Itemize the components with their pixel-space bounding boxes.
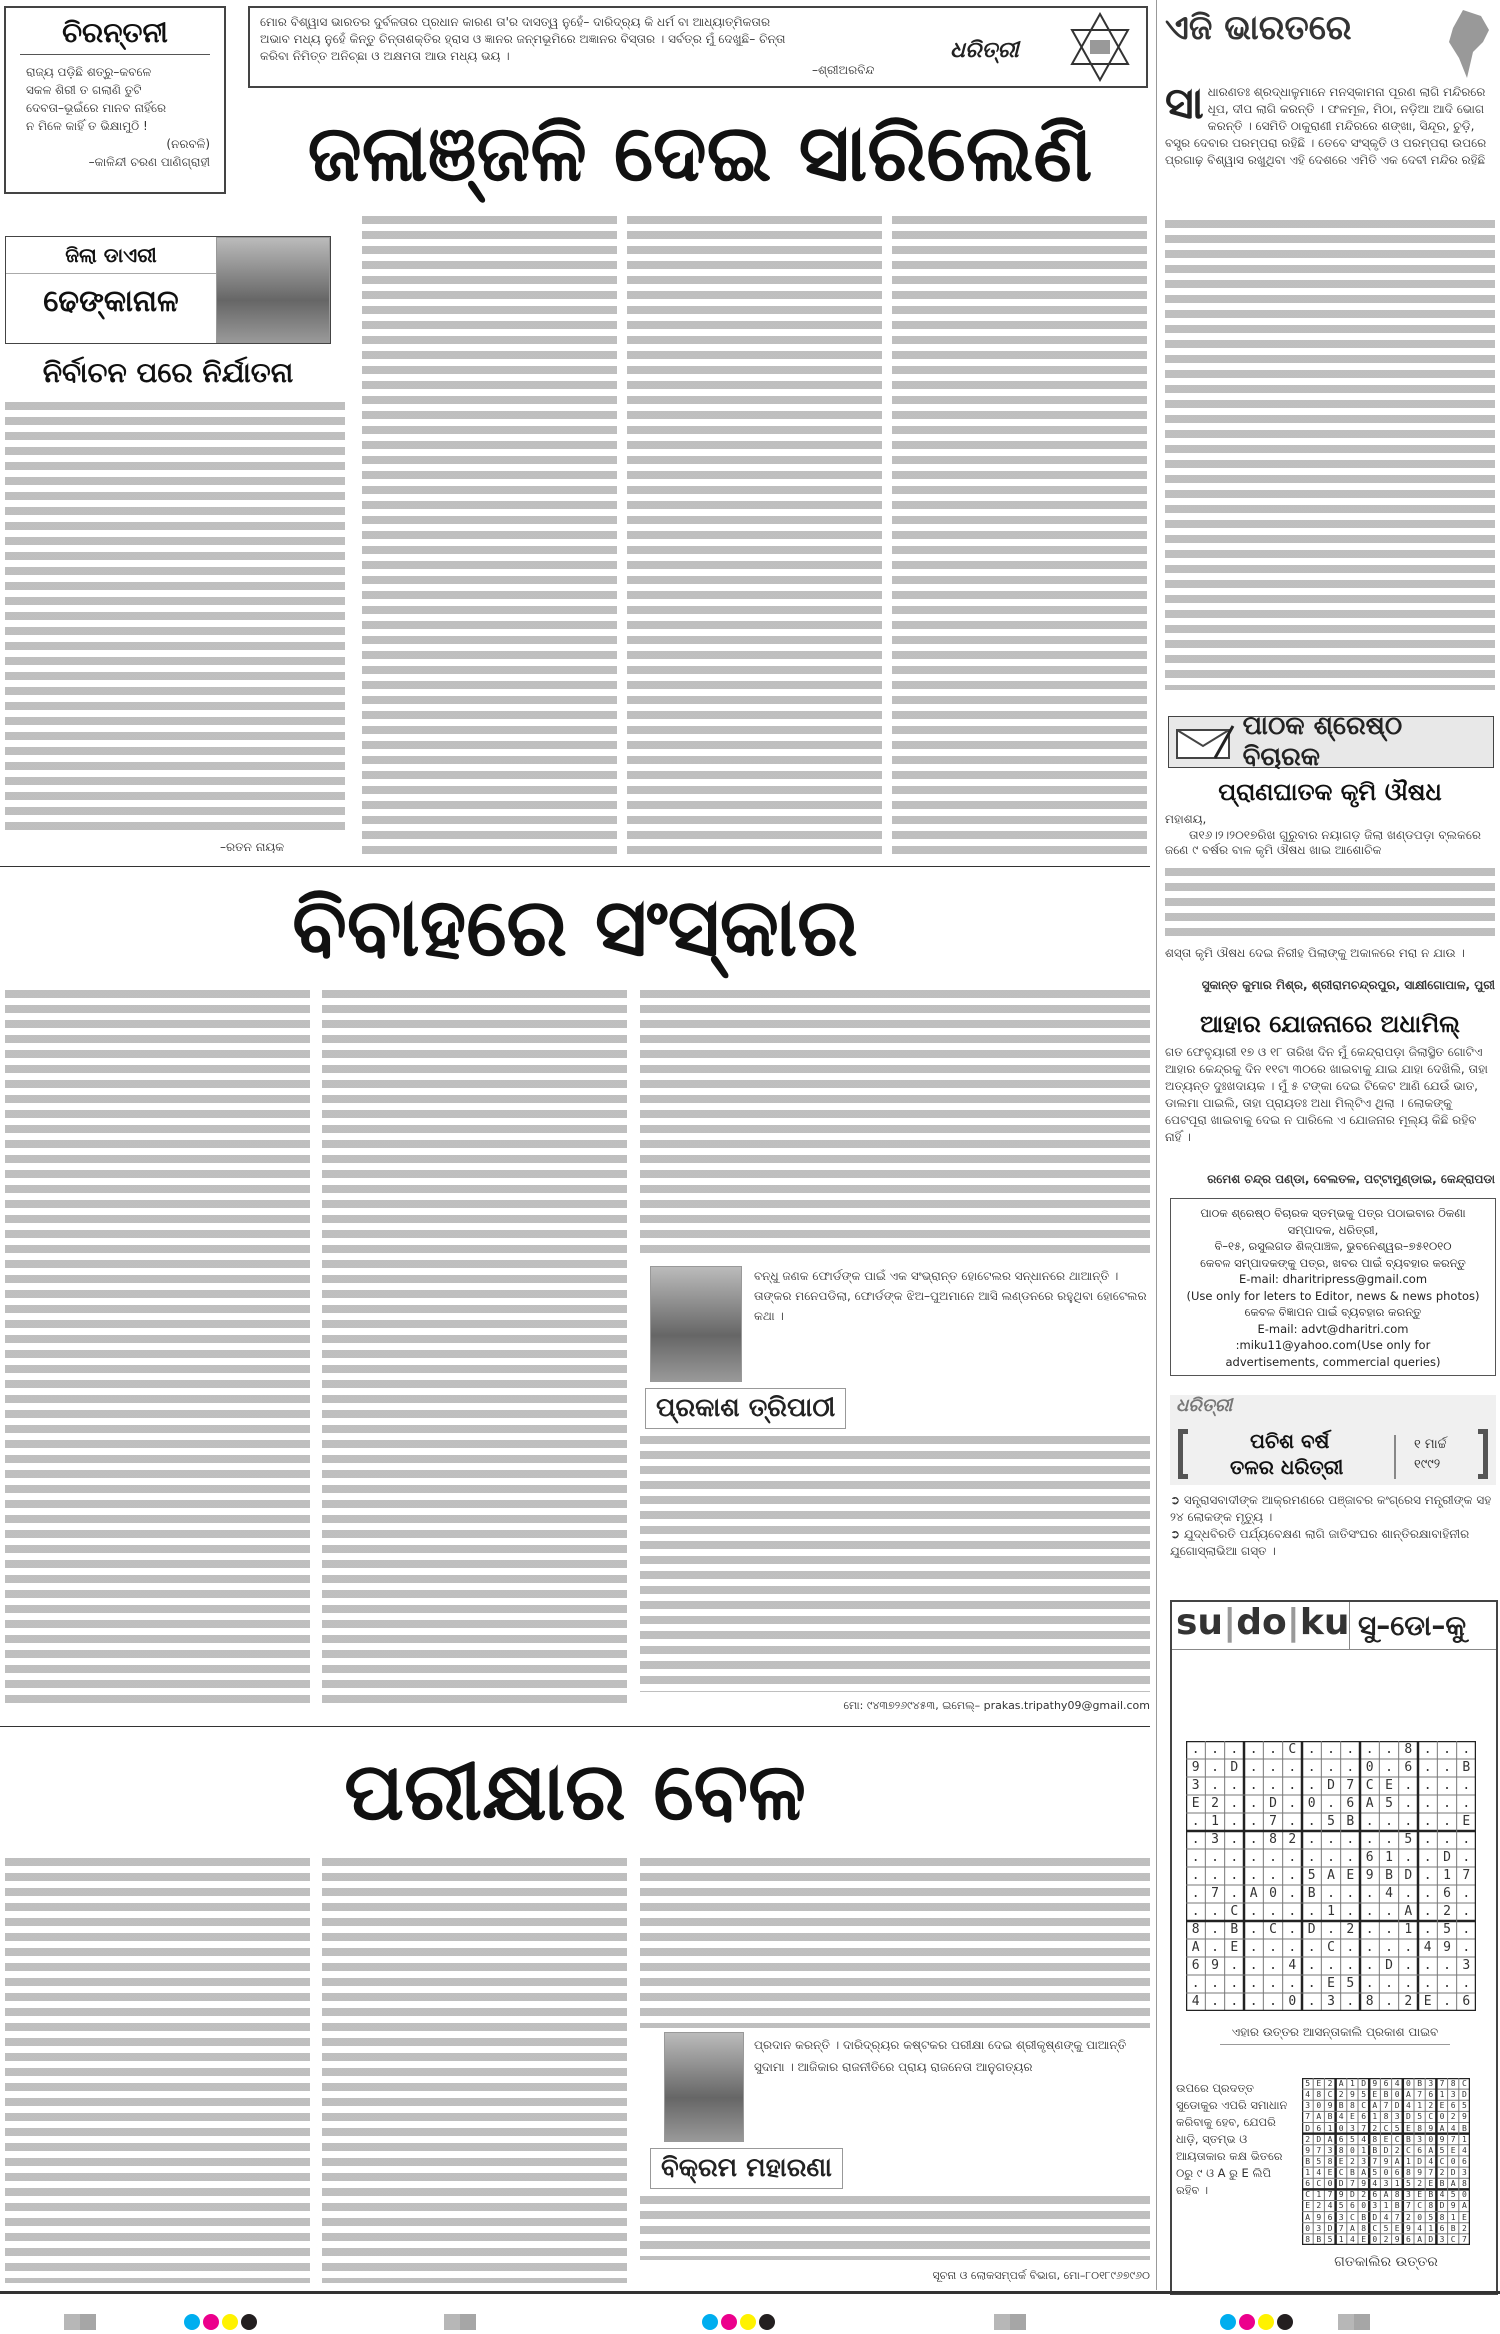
- quote-author: –ଶ୍ରୀଅରବିନ୍ଦ: [812, 63, 875, 77]
- cyan-swatch: [1220, 2314, 1236, 2330]
- marriage-body-col2: [322, 990, 627, 1710]
- registration-mark: [994, 2314, 1026, 2330]
- envelope-pen-icon: [1175, 724, 1235, 760]
- letter-lead: ତା୧୬।୨।୨୦୧୭ରିଖ ଗୁରୁବାର ନୟାଗଡ଼ ଜିଲା ଖଣ୍ଡପଡ଼ା ବ୍ଲକରେ ଜଣେ ୯ ବର୍ଷର ବାଳ କୃମି ଔଷଧ ଖାଇ ଆଶୋଚିକ: [1165, 828, 1481, 857]
- letter-lead: ଗତ ଫେବୃୟାରୀ ୧୭ ଓ ୧୮ ତାରିଖ ଦିନ ମୁଁ କେନ୍ଦ୍ରାପଡ଼ା ଜିଲାସ୍ଥିତ ଗୋଟିଏ ଆହାର କେନ୍ଦ୍ରକୁ ଦିନ ୧୧ଟା ୩୦ରେ ଖାଇବାକୁ ଯାଇ ଯାହା ଦେଖିଲି, ତାହା ଅତ୍ୟନ୍ତ ଦୁଃଖଦାୟକ । ମୁଁ ୫ ଟଙ୍କା ଦେଇ ଟିକେଟ ଆଣି ଯେଉଁ ଭାତ, ଡାଲମା ପାଇଲି, ତାହା ପ୍ରାୟତଃ ଅଧା ମିଲ୍‌ଟିଏ ଥିଲା । ଲୋକଙ୍କୁ ପେଟପୂରା ଖାଇବାକୁ ଦେଇ ନ ପାରିଲେ ଏ ଯୋଜନାର ମୂଲ୍ୟ କିଛି ରହିବ ନାହିଁ ।: [1165, 1045, 1488, 1144]
- sudoku-row: 8B514E0296AD3C7: [1305, 2234, 1474, 2244]
- district-diary-label: ଜିଲା ଡାଏରୀ: [6, 237, 216, 274]
- sudoku-solution-grid: [1302, 2078, 1474, 2245]
- quote-text: ମୋର ବିଶ୍ୱାସ ଭାରତର ଦୁର୍ବଳତାର ପ୍ରଧାନ କାରଣ ତା'ର ଦାସତ୍ୱ ନୁହେଁ– ଦାରିଦ୍ର୍ୟ କି ଧର୍ମ ବା ଆଧ୍ୟାତ୍ମିକତାର ଅଭାବ ମଧ୍ୟ ନୁହେଁ କିନ୍ତୁ ଚିନ୍ତାଶକ୍ତିର ହ୍ରାସ ଓ ଜ୍ଞାନର ଜନ୍ମଭୂମିରେ ଅଜ୍ଞାନର ବିସ୍ତାର । ସର୍ବତ୍ର ମୁଁ ଦେଖୁଛି– ଚିନ୍ତା କରିବା ନିମିତ୍ତ ଅନିଚ୍ଛା ଓ ଅକ୍ଷମତା ଆଉ ମଧ୍ୟ ଭୟ ।: [260, 15, 786, 63]
- sudoku-title-or: ସୁ–ଡୋ–କୁ: [1358, 1609, 1467, 1642]
- editor-email-link[interactable]: E-mail: dharitripress@gmail.com: [1238, 1272, 1428, 1286]
- sudoku-row: 309B8CA7D412E65: [1305, 2101, 1474, 2111]
- sudoku-row[interactable]: E2..D.0.6A5....: [1191, 1796, 1482, 1811]
- sudoku-row: 5E2A1D9640B378C: [1305, 2079, 1474, 2088]
- district-body: [5, 402, 345, 834]
- magenta-swatch: [1239, 2314, 1255, 2330]
- sudoku-row[interactable]: .........61..D.: [1191, 1850, 1482, 1865]
- yellow-swatch: [740, 2314, 756, 2330]
- sudoku-row[interactable]: 9.D......0.6..B: [1191, 1760, 1482, 1775]
- letter-author: ସୁକାନ୍ତ କୁମାର ମିଶ୍ର, ଶ୍ରୀରାମଚନ୍ଦ୍ରପୁର, ସାକ୍ଷୀଗୋପାଳ, ପୁରୀ: [1201, 978, 1495, 992]
- marriage-excerpt: ବନ୍ଧୁ ଜଣକ ଫୋର୍ଡଙ୍କ ପାଇଁ ଏକ ସଂଭ୍ରାନ୍ତ ହୋଟେଲର ସନ୍ଧାନରେ ଥାଆନ୍ତି । ତାଙ୍କର ମନେପଡିଲା, ଫୋର୍ଡଙ୍କ ଝିଅ–ପୁଅମାନେ ଆସି ଲଣ୍ଡନରେ ରହୁଥିବା ହୋଟେଲର କଥା ।: [754, 1266, 1150, 1326]
- poem-author: –କାଳିନ୍ଦୀ ଚରଣ ପାଣିଗ୍ରାହୀ: [88, 155, 210, 169]
- registration-mark: [444, 2314, 476, 2330]
- sudoku-row: 03D7A8C5E9416B2: [1305, 2223, 1474, 2233]
- registration-mark: [64, 2314, 96, 2330]
- district-author: –ରତନ ନାୟକ: [220, 840, 285, 854]
- sudoku-title-en: su|do|ku: [1172, 1602, 1350, 1649]
- yellow-swatch: [222, 2314, 238, 2330]
- sudoku-row: C179D26A83EB450: [1305, 2190, 1474, 2200]
- registration-mark: [1338, 2314, 1370, 2330]
- column-divider: [1156, 0, 1157, 2290]
- poem-source: (ନରବଳି): [166, 137, 210, 151]
- sudoku-row: E2456031B7C8D9A: [1305, 2201, 1474, 2211]
- magenta-swatch: [721, 2314, 737, 2330]
- flashback-list: [1170, 1492, 1496, 1560]
- sudoku-row: 973801BD2C6A5E4: [1305, 2145, 1474, 2155]
- poem-line: ରାଜ୍ୟ ପଡ଼ିଛି ଶତ୍ରୁ–କବଳେ: [26, 65, 152, 79]
- editorial-body-col2: [627, 216, 882, 856]
- flashback-item: ➲ ଯୁଦ୍ଧବିରତି ପର୍ଯ୍ୟବେକ୍ଷଣ ଲାଗି ଜାତିସଂଘର ଶାନ୍ତିରକ୍ଷାବାହିନୀର ଯୁଗୋସ୍ଲାଭିଆ ଗସ୍ତ ।: [1170, 1527, 1470, 1558]
- temple-photo: [216, 237, 330, 343]
- sudoku-row[interactable]: .......E5......: [1191, 1976, 1482, 1991]
- author-contact: ସୂଚନା ଓ ଲୋକସମ୍ପର୍କ ବିଭାଗ, ମୋ–୮୦୧୮୯୬୭୯୬୦: [932, 2269, 1150, 2282]
- section-divider: [0, 866, 1150, 867]
- sudoku-row[interactable]: 69...4....D...3: [1191, 1958, 1482, 1973]
- sudoku-row[interactable]: ..C....1...A.2.: [1191, 1904, 1482, 1919]
- district-diary-box: [5, 236, 331, 344]
- exam-body-col3b: [640, 2196, 1150, 2260]
- poem-line: ସକଳ ଶିରୀ ତ ଗଲାଣି ତୁଟି: [26, 83, 142, 97]
- cyan-swatch: [184, 2314, 200, 2330]
- marriage-headline: ବିବାହରେ ସଂସ୍କାର: [292, 881, 858, 974]
- sudoku-row: D610372C5E89A4B: [1305, 2123, 1474, 2133]
- exam-body-col3: [640, 1858, 1150, 2028]
- sudoku-row: 48C295EB0A7613D: [1305, 2090, 1474, 2100]
- advt-email-link[interactable]: E-mail: advt@dharitri.com: [1257, 1321, 1409, 1336]
- cyan-swatch: [702, 2314, 718, 2330]
- editorial-body-col1: [362, 216, 617, 856]
- letter-author: ରମେଶ ଚନ୍ଦ୍ର ପଣ୍ଡା, ବେଲତଳ, ପଟ୍ଟାମୁଣ୍ଡାଇ, କେନ୍ଦ୍ରାପଡା: [1207, 1172, 1495, 1186]
- quote-box: [248, 6, 1148, 88]
- flashback-logo: ଧରିତ୍ରୀ: [1176, 1395, 1233, 1416]
- sudoku-row[interactable]: ......5AE9BD.17: [1191, 1868, 1482, 1883]
- exam-body-col2: [322, 1858, 627, 2283]
- letters-header: ପାଠକ ଶ୍ରେଷ୍ଠ ବିଚାରକ: [1168, 716, 1494, 768]
- sudoku-row: A963CBD4720581E: [1305, 2212, 1474, 2222]
- sudoku-row[interactable]: .3..82.....5...: [1191, 1832, 1482, 1847]
- letter-tail: ଶସ୍ତା କୃମି ଔଷଧ ଦେଇ ନିରୀହ ପିଲାଙ୍କୁ ଅକାଳରେ ମରା ନ ଯାଉ ।: [1165, 946, 1465, 960]
- sudoku-instructions: ଉପରେ ପ୍ରଦତ୍ତ ସୁଡୋକୁର ଏପରି ସମାଧାନ କରିବାକୁ ହେବ, ଯେପରି ଧାଡ଼ି, ସ୍ତମ୍ଭ ଓ ଆୟତାକାର କକ୍ଷ ଭିତରେ ୦ରୁ ୯ ଓ A ରୁ E ଲିପି ରହିବ ।: [1176, 2081, 1288, 2197]
- address-box: ପାଠକ ଶ୍ରେଷ୍ଠ ବିଚାରକ ସ୍ତମ୍ଭକୁ ପତ୍ର ପଠାଇବାର ଠିକଣା ସମ୍ପାଦକ, ଧରିତ୍ରୀ, ବି–୧୫, ରସୁଲଗଡ ଶିଳ୍ପାଞ୍ଚଳ, ଭୁବନେଶ୍ୱର–୭୫୧୦୧୦ କେବଳ ସମ୍ପାଦକଙ୍କୁ ପତ୍ର, ଖବର ପାଇଁ ବ୍ୟବହାର କରନ୍ତୁ E-mail: dharitripress@gmail.com (Use only for leters to Editor, news & news photos) କେବଳ ବିଜ୍ଞାପନ ପାଇଁ ବ୍ୟବହାର କରନ୍ତୁ E-mail: advt@dharitri.com :miku11@yahoo.com(Use only for advertisements, commercial queries): [1170, 1198, 1496, 1376]
- sudoku-puzzle-grid[interactable]: [1186, 1741, 1482, 2011]
- masthead-logo: ଧରିତ୍ରୀ: [950, 38, 1019, 63]
- ajira-bharat-body: [1165, 220, 1495, 690]
- exam-excerpt: ପ୍ରଦାନ କରନ୍ତି । ଦାରିଦ୍ର୍ୟର କଷ୍ଟକର ପରୀକ୍ଷା ଦେଇ ଶ୍ରୀକୃଷ୍ଣଙ୍କୁ ପାଆନ୍ତି ସୁଦାମା । ଆଜିକାର ରାଜନୀତିରେ ପ୍ରାୟ ରାଜନେତା ଆନୁଗତ୍ୟର: [754, 2038, 1127, 2074]
- drop-cap: ସା: [1165, 78, 1204, 129]
- sudoku-row: 6C0D7943152EBA8: [1305, 2179, 1474, 2189]
- sudoku-row[interactable]: A.E....C....49.: [1191, 1940, 1482, 1955]
- author-name: ବିକ୍ରମ ମହାରଣା: [650, 2148, 843, 2189]
- chirantani-title: ଚିରନ୍ତନୀ: [20, 16, 210, 55]
- black-swatch: [1277, 2314, 1293, 2330]
- sudoku-row[interactable]: 8.B.C.D.2..1.5.: [1191, 1922, 1482, 1937]
- editorial-body-col3: [892, 216, 1147, 856]
- ajira-bharat-logo: ଏଜି ଭାରତରେ: [1165, 8, 1495, 78]
- letter-salutation: ମହାଶୟ,: [1165, 812, 1207, 826]
- sudoku-row[interactable]: 3......D7CE....: [1191, 1778, 1482, 1793]
- sudoku-row: 2DA6548ECB30971: [1305, 2134, 1474, 2144]
- sudoku-row[interactable]: 4....0.3.8.2E.6: [1191, 1994, 1482, 2009]
- sudoku-answer-note: ଏହାର ଉତ୍ତର ଆସନ୍ତାକାଲି ପ୍ରକାଶ ପାଇବ: [1220, 2025, 1450, 2045]
- author-contact: ମୋ: ୯୪୩୭୨୬୯୪୫୩, ଇମେଲ୍– prakas.tripathy09@gmail.com: [843, 1699, 1150, 1712]
- black-swatch: [241, 2314, 257, 2330]
- cmyk-color-bar: [702, 2314, 778, 2334]
- sudoku-row[interactable]: .1..7..5B.....E: [1191, 1814, 1482, 1829]
- poem-line: ଦେବତା–ଭୂଇଁରେ ମାନବ ନାହିଁରେ: [26, 101, 167, 115]
- exam-headline: ପରୀକ୍ଷାର ବେଳ: [344, 1745, 806, 1838]
- sudoku-row[interactable]: .....C.....8...: [1191, 1742, 1482, 1757]
- sudoku-solution-label: ଗତକାଲିର ଉତ୍ତର: [1334, 2254, 1438, 2270]
- sudoku-row: B58E2379A1D4C06: [1305, 2156, 1474, 2166]
- marriage-body-col1: [5, 990, 310, 1710]
- flashback-item: ➲ ସନ୍ତ୍ରାସବାଦୀଙ୍କ ଆକ୍ରମଣରେ ପଞ୍ଜାବର କଂଗ୍ରେସ ମନ୍ତ୍ରୀଙ୍କ ସହ ୨୪ ଲୋକଙ୍କ ମୃତ୍ୟୁ ।: [1170, 1493, 1492, 1524]
- author-photo: [664, 2032, 744, 2142]
- chirantani-box: [4, 6, 226, 194]
- letter-title: ଆହାର ଯୋଜନାରେ ଅଧାମିଲ୍: [1199, 1010, 1461, 1038]
- sudoku-row: 7AB4E6183D5C029: [1305, 2112, 1474, 2122]
- footer-rule: [0, 2291, 1500, 2294]
- advt-email-link[interactable]: :miku11@yahoo.com(Use only for: [1235, 1338, 1431, 1352]
- cmyk-color-bar: [184, 2314, 260, 2334]
- yellow-swatch: [1258, 2314, 1274, 2330]
- star-emblem-icon: [1070, 12, 1130, 82]
- section-divider: [0, 1726, 1150, 1727]
- district-headline: ନିର୍ବାଚନ ପରେ ନିର୍ଯାତନା: [42, 356, 294, 389]
- author-photo: [650, 1266, 742, 1382]
- cmyk-color-bar: [1220, 2314, 1296, 2334]
- black-swatch: [759, 2314, 775, 2330]
- ajira-bharat-lead: ଧାରଣତଃ ଶ୍ରଦ୍ଧାଳୁମାନେ ମନସ୍କାମନା ପୂରଣ ଲାଗି ମନ୍ଦିରରେ ଧୂପ, ଦୀପ ଲାଗି କରନ୍ତି । ଫଳମୂଳ, ମିଠା, ନଡ଼ିଆ ଆଦି ଭୋଗ କରନ୍ତି । ସେମିତି ଠାକୁରାଣୀ ମନ୍ଦିରରେ ଶଙ୍ଖା, ସିନ୍ଦୂର, ଚୁଡ଼ି, ବସ୍ତ୍ର ଦେବାର ପରମ୍ପରା ରହିଛି । ତେବେ ସଂସ୍କୃତି ଓ ପରମ୍ପରା ଉପରେ ପ୍ରଗାଢ଼ ବିଶ୍ୱାସ ରଖୁଥିବା ଏହି ଦେଶରେ ଏମିତି ଏକ ଦେବୀ ମନ୍ଦିର ରହିଛି: [1165, 85, 1487, 167]
- district-name: ଢେଙ୍କାନାଳ: [43, 284, 179, 319]
- india-map-icon: [1443, 8, 1493, 80]
- marriage-body-col3: [640, 990, 1150, 1258]
- poem-line: ନ ମିଳେ କାହିଁ ତ ଭିକ୍ଷାମୁଠି !: [26, 119, 148, 133]
- author-name: ପ୍ରକାଶ ତ୍ରିପାଠୀ: [645, 1388, 846, 1429]
- marriage-body-col3b: [640, 1436, 1150, 1692]
- letter-body: [1165, 868, 1495, 942]
- sudoku-row[interactable]: .7.A0.B...4..6.: [1191, 1886, 1482, 1901]
- flashback-box: ଧରିତ୍ରୀ ପଚିଶ ବର୍ଷ ତଳର ଧରିତ୍ରୀ ୧ ମାର୍ଚ୍ଚ ୧୯୯୨: [1170, 1395, 1496, 1485]
- sudoku-row: 14ECBA5068972D3: [1305, 2168, 1474, 2178]
- magenta-swatch: [203, 2314, 219, 2330]
- editorial-headline: ଜଳାଞ୍ଜଳି ଦେଇ ସାରିଲେଣି: [307, 109, 1093, 199]
- letter-title: ପ୍ରାଣଘାତକ କୃମି ଔଷଧ: [1218, 778, 1442, 806]
- exam-body-col1: [5, 1858, 310, 2283]
